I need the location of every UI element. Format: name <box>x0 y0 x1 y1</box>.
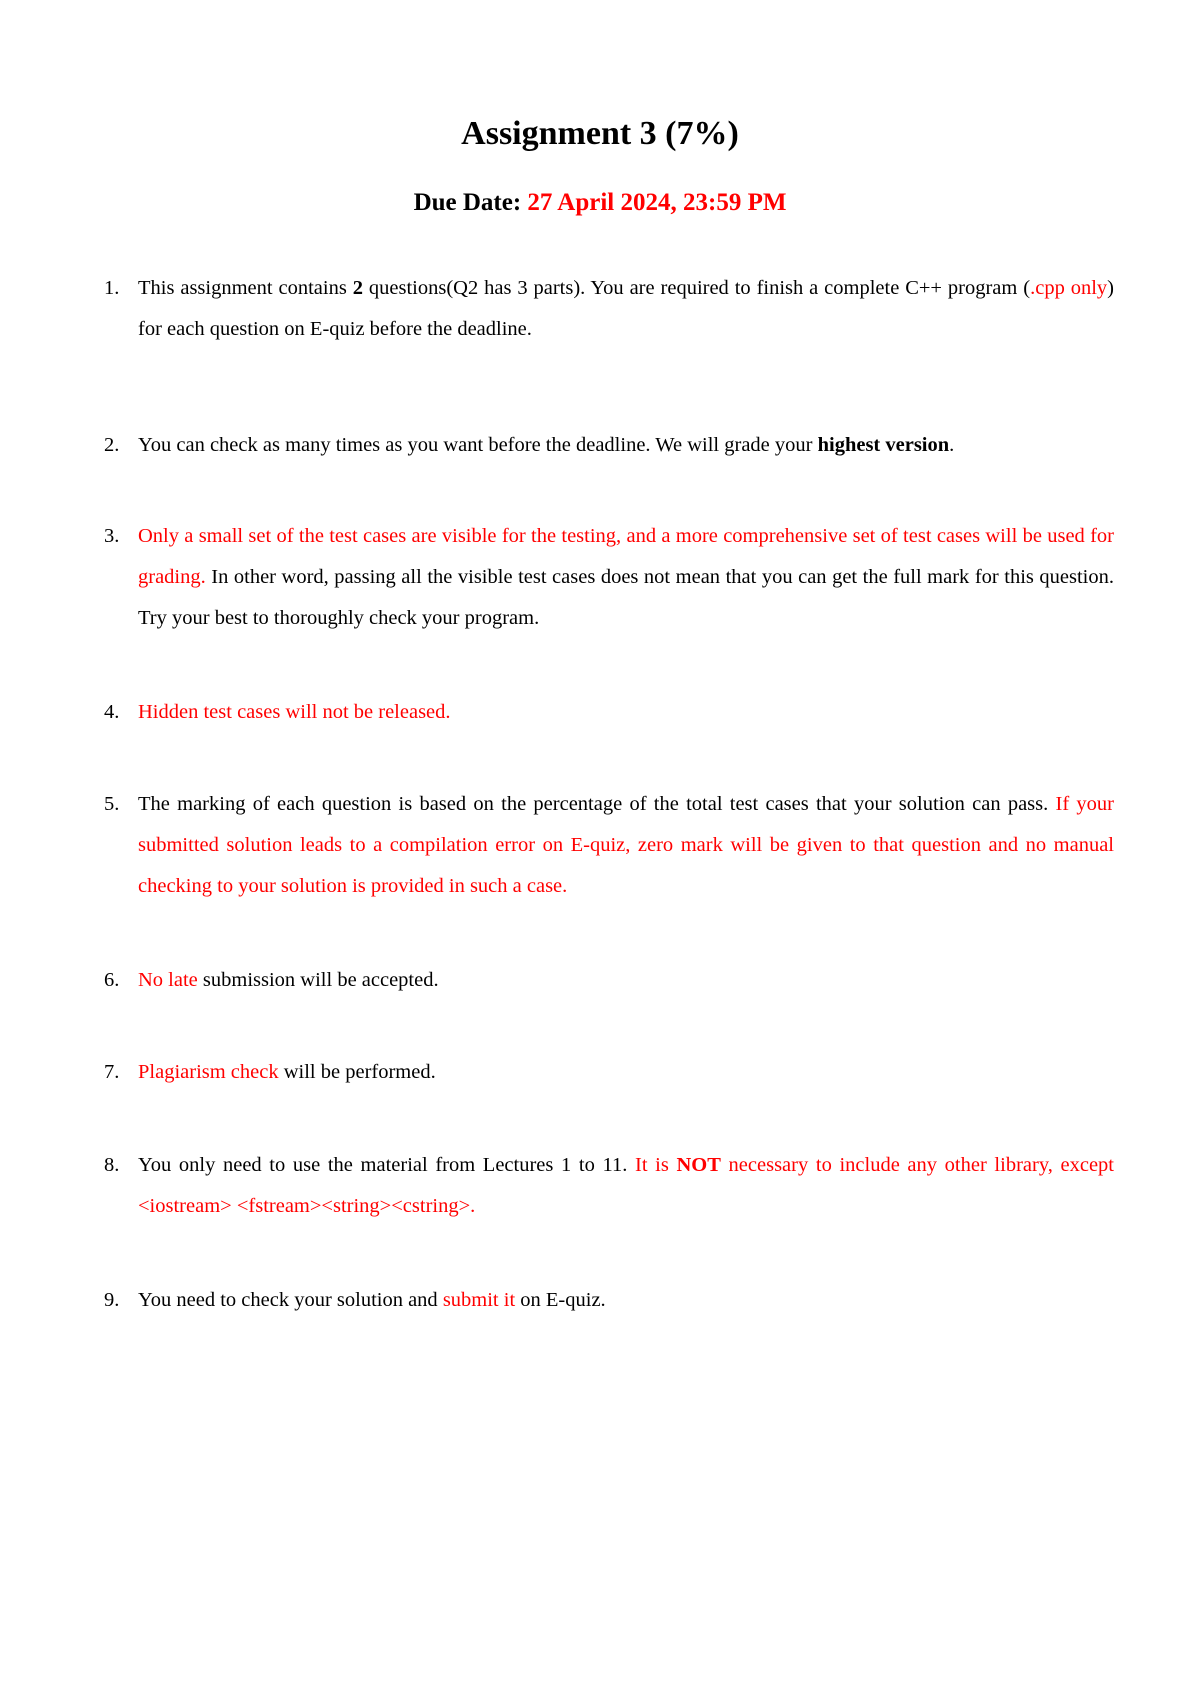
item-text: Only a small set of the test cases are visible for the testing, and a more comprehensive set of test cases will be used for grading. In other word, passing all the visible test cases does not mean that you can get the full mark for this question. Try your best to thoroughly check your program. <box>138 525 1114 629</box>
instruction-item-5 <box>104 784 1114 907</box>
item-number: 3. <box>104 525 120 547</box>
instruction-item-1 <box>104 268 1114 350</box>
instruction-item-3 <box>104 516 1114 639</box>
item-number: 8. <box>104 1154 120 1176</box>
item-number: 4. <box>104 701 120 723</box>
item-text: You only need to use the material from Lectures 1 to 11. It is NOT necessary to include any other library, except <iostream> <fstream><string><cstring>. <box>138 1154 1114 1217</box>
item-text: This assignment contains 2 questions(Q2 has 3 parts). You are required to finish a complete C++ program (.cpp only) for each question on E-quiz before the deadline. <box>138 277 1114 340</box>
document-title: Assignment 3 (7%) <box>461 115 739 152</box>
item-text: Plagiarism check will be performed. <box>138 1061 436 1083</box>
instruction-item-2 <box>104 425 1114 466</box>
due-date <box>0 186 1200 220</box>
item-text: You need to check your solution and submit it on E-quiz. <box>138 1289 606 1311</box>
item-number: 6. <box>104 969 120 991</box>
instruction-item-4 <box>104 692 1114 733</box>
due-date-value: 27 April 2024, 23:59 PM <box>527 189 787 216</box>
item-number: 7. <box>104 1061 120 1083</box>
item-number: 2. <box>104 434 120 456</box>
item-number: 1. <box>104 277 120 299</box>
item-text: No late submission will be accepted. <box>138 969 439 991</box>
item-text: The marking of each question is based on the percentage of the total test cases that your solution can pass. If your submitted solution leads to a compilation error on E-quiz, zero mark will be given to that question and no manual checking to your solution is provided in such a case. <box>138 793 1114 897</box>
instruction-item-7 <box>104 1052 1114 1093</box>
instruction-item-6 <box>104 960 1114 1001</box>
instruction-item-9 <box>104 1280 1114 1321</box>
item-text: Hidden test cases will not be released. <box>138 701 451 723</box>
due-date-label: Due Date: <box>413 189 522 216</box>
instruction-item-8 <box>104 1145 1114 1227</box>
item-text: You can check as many times as you want before the deadline. We will grade your highest version. <box>138 434 955 456</box>
item-number: 9. <box>104 1289 120 1311</box>
item-number: 5. <box>104 793 120 815</box>
